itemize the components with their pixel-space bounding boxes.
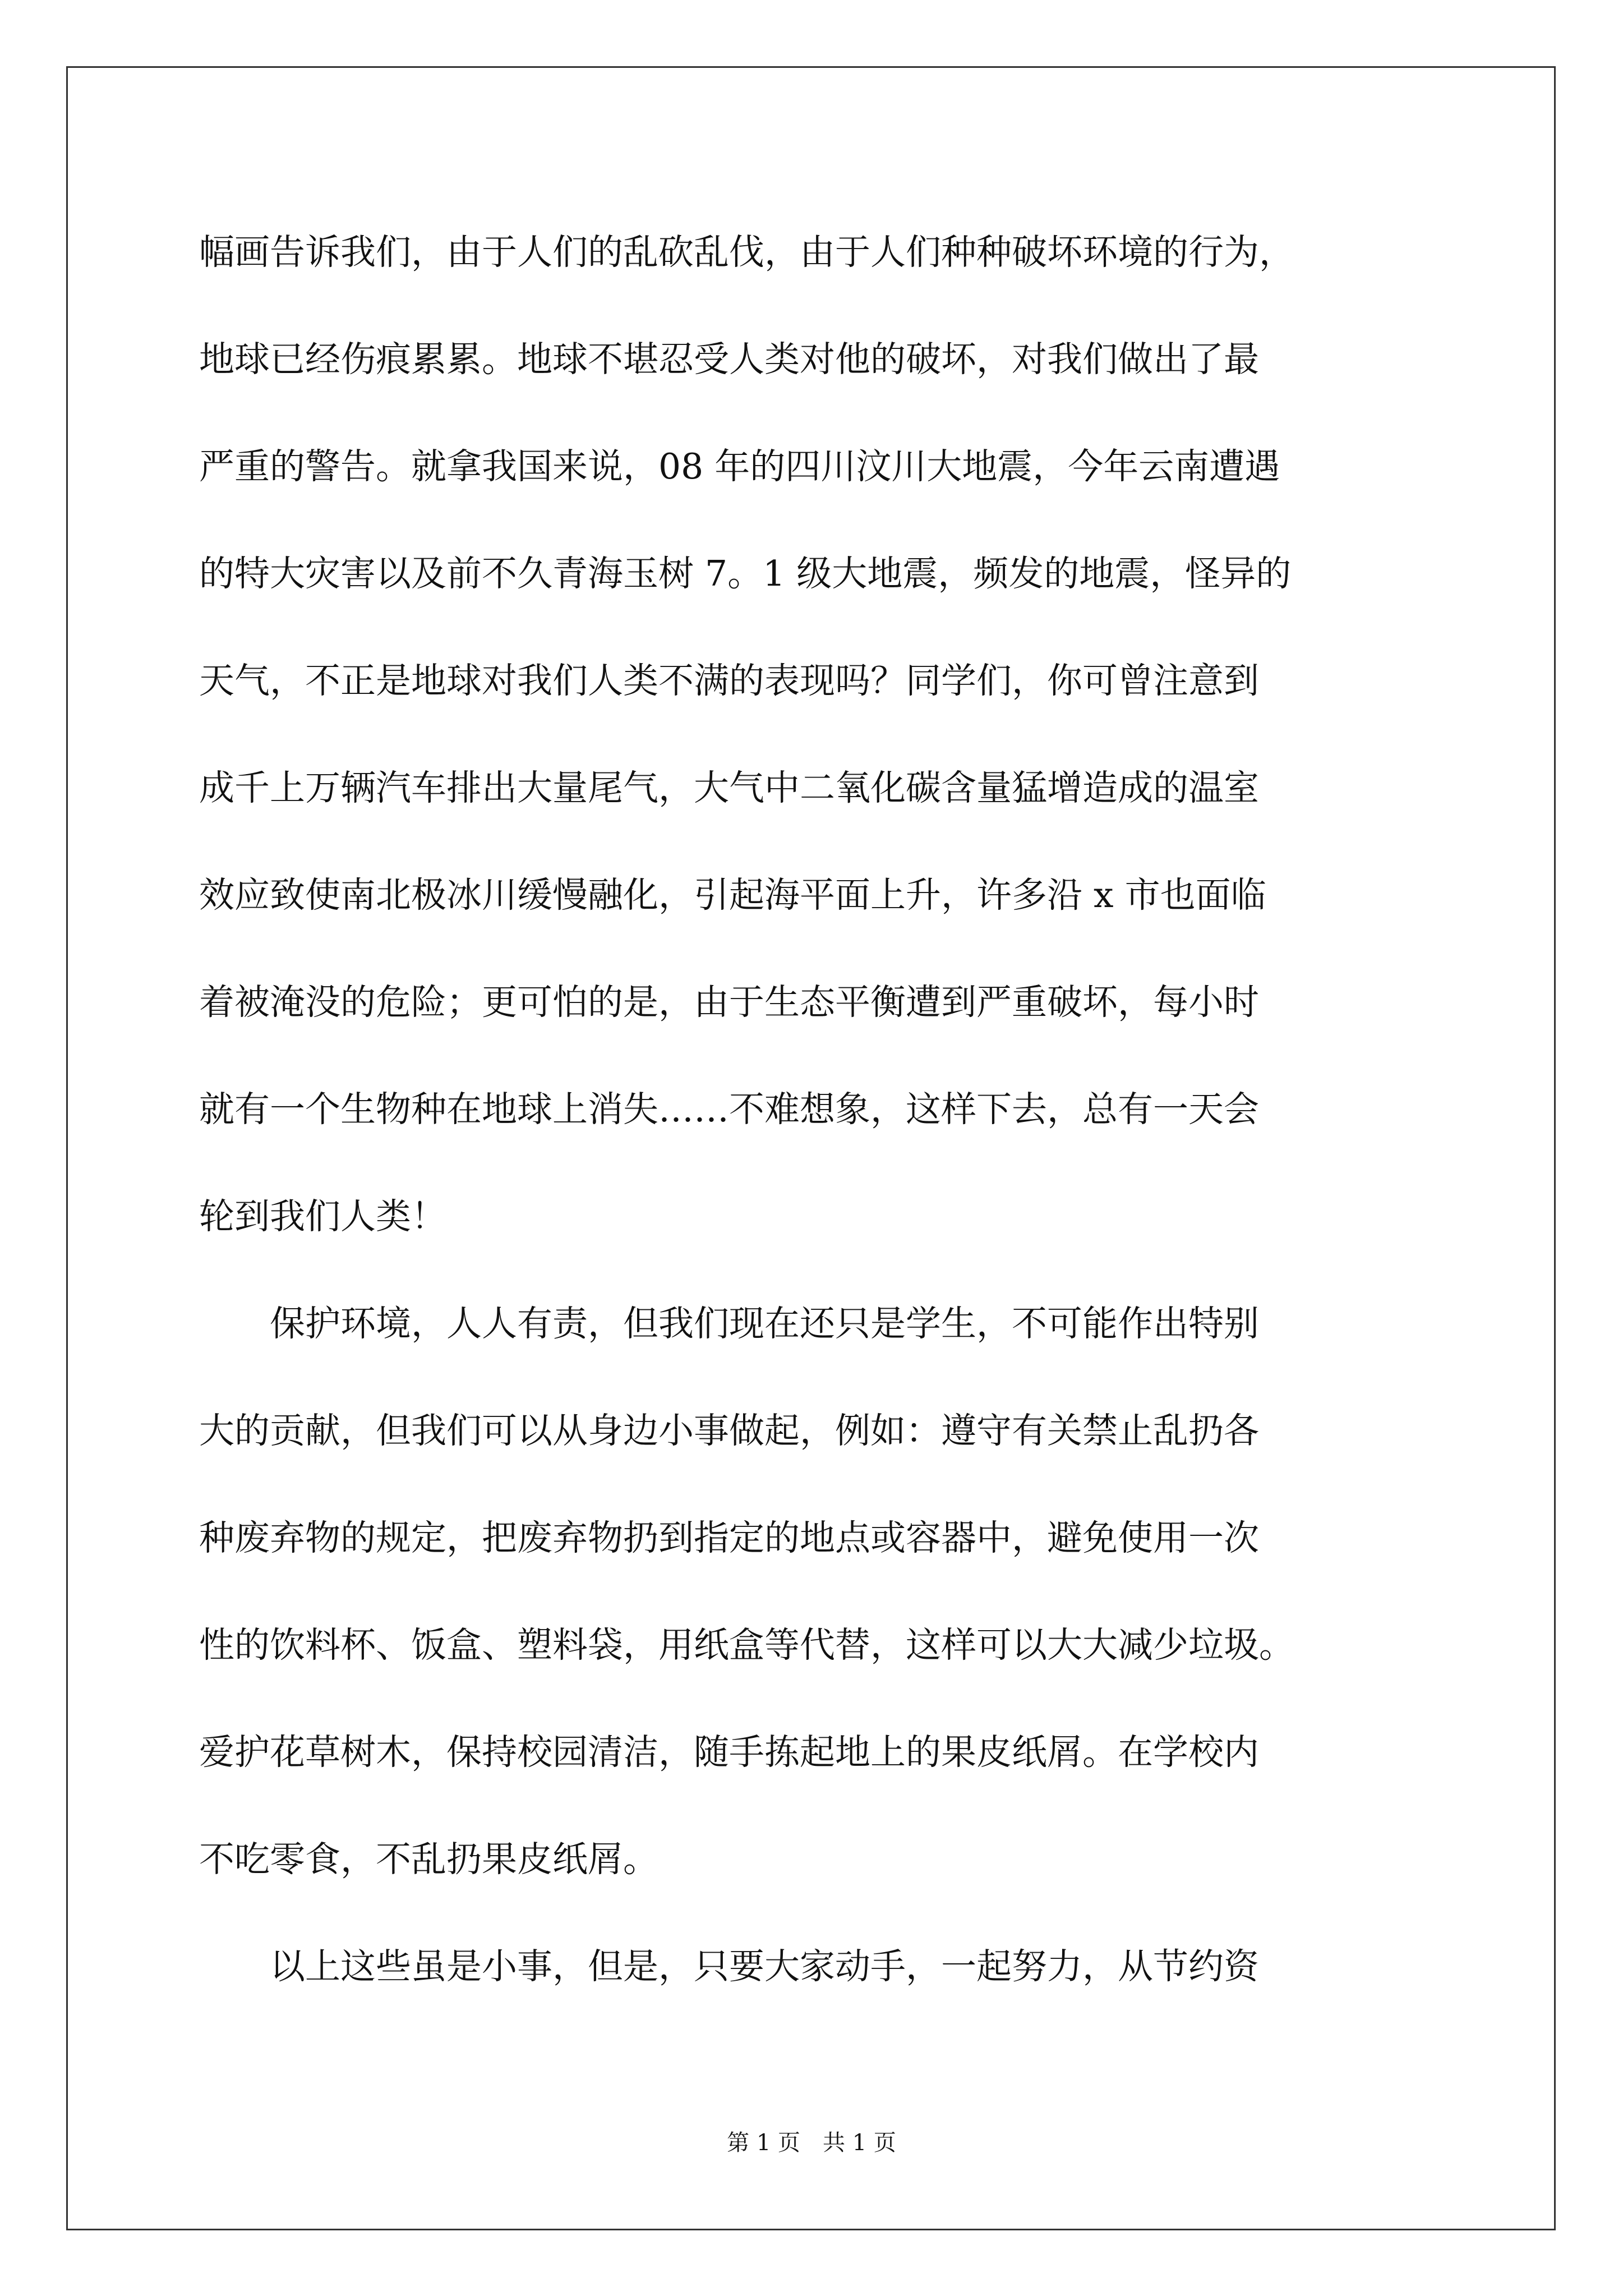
- text-line: 大的贡献，但我们可以从身边小事做起，例如：遵守有关禁止乱扔各: [199, 1410, 1259, 1451]
- text-line: 成千上万辆汽车排出大量尾气，大气中二氧化碳含量猛增造成的温室: [199, 767, 1259, 808]
- text-line: 轮到我们人类！: [199, 1196, 446, 1237]
- text-line: 的特大灾害以及前不久青海玉树 7。1 级大地震，频发的地震，怪异的: [199, 553, 1292, 594]
- text-line: 天气，不正是地球对我们人类不满的表现吗？同学们，你可曾注意到: [199, 660, 1259, 701]
- text-line: 严重的警告。就拿我国来说，08 年的四川汶川大地震，今年云南遭遇: [199, 446, 1280, 487]
- page-border: [66, 66, 1556, 2230]
- text-line: 地球已经伤痕累累。地球不堪忍受人类对他的破坏，对我们做出了最: [199, 339, 1259, 380]
- text-line: 不吃零食，不乱扔果皮纸屑。: [199, 1839, 658, 1880]
- text-line: 爱护花草树木，保持校园清洁，随手拣起地上的果皮纸屑。在学校内: [199, 1732, 1259, 1773]
- text-line: 着被淹没的危险；更可怕的是，由于生态平衡遭到严重破坏，每小时: [199, 982, 1259, 1023]
- text-line: 种废弃物的规定，把废弃物扔到指定的地点或容器中，避免使用一次: [199, 1517, 1259, 1558]
- text-line: 效应致使南北极冰川缓慢融化，引起海平面上升，许多沿 x 市也面临: [199, 875, 1266, 915]
- text-line: 以上这些虽是小事，但是，只要大家动手，一起努力，从节约资: [199, 1946, 1259, 1987]
- text-line: 性的饮料杯、饭盒、塑料袋，用纸盒等代替，这样可以大大减少垃圾。: [199, 1625, 1294, 1665]
- page-footer: 第 1 页 共 1 页: [727, 2130, 896, 2156]
- text-line: 保护环境，人人有责，但我们现在还只是学生，不可能作出特别: [199, 1303, 1259, 1344]
- text-line: 就有一个生物种在地球上消失……不难想象，这样下去，总有一天会: [199, 1089, 1259, 1130]
- text-line: 幅画告诉我们，由于人们的乱砍乱伐，由于人们种种破坏环境的行为，: [199, 232, 1294, 273]
